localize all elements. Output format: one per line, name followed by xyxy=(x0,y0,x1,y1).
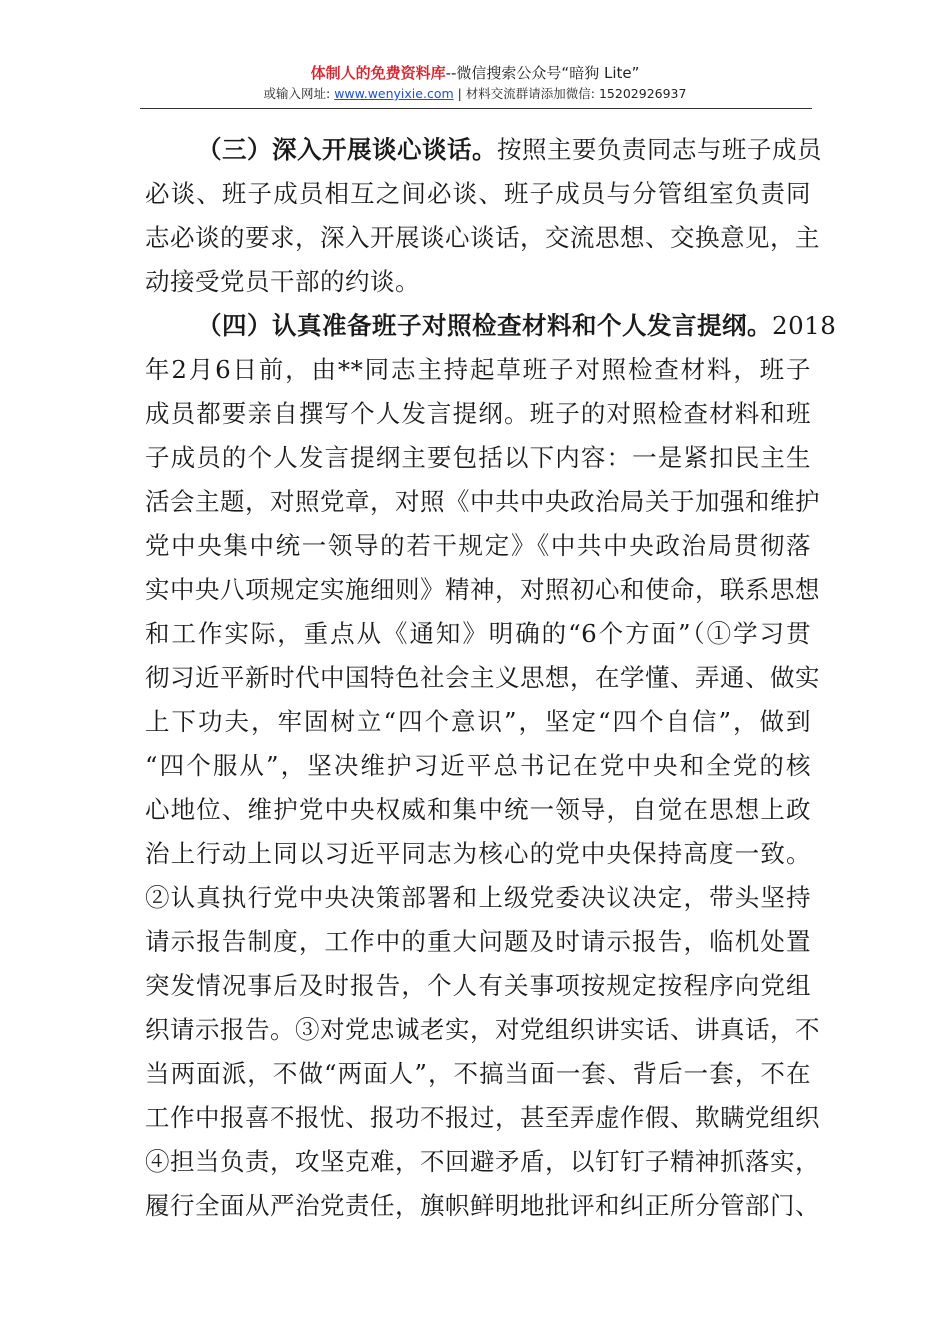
section4-line-6: 党中央集中统一领导的若干规定》《中共中央政治局贯彻落 xyxy=(145,531,811,560)
section3-heading: （三）深入开展谈心谈话。 xyxy=(197,135,497,164)
section4-line-14: ②认真执行党中央决策部署和上级党委决议决定，带头坚持 xyxy=(145,883,811,912)
section4-line-21: 履行全面从严治党责任，旗帜鲜明地批评和纠正所分管部门、 xyxy=(145,1191,820,1220)
section4-line-5: 活会主题，对照党章，对照《中共中央政治局关于加强和维护 xyxy=(145,487,820,516)
section4-line-8: 和工作实际，重点从《通知》明确的“6个方面”（①学习贯 xyxy=(145,619,811,648)
contact-info: | 材料交流群请添加微信: 15202926937 xyxy=(453,86,687,101)
section4-line-4: 子成员的个人发言提纲主要包括以下内容：一是紧扣民主生 xyxy=(145,443,811,472)
section4-line-17: 织请示报告。③对党忠诚老实，对党组织讲实话、讲真话，不 xyxy=(145,1015,820,1044)
section3-line-4: 动接受党员干部的约谈。 xyxy=(145,267,420,296)
section4-line-7: 实中央八项规定实施细则》精神，对照初心和使命，联系思想 xyxy=(145,575,820,604)
section4-line-3: 成员都要亲自撰写个人发言提纲。班子的对照检查材料和班 xyxy=(145,399,811,428)
url-prefix: 或输入网址: xyxy=(263,86,335,101)
site-tagline: --微信搜索公众号“暗狗 Lite” xyxy=(445,64,640,82)
section4-line-16: 突发情况事后及时报告，个人有关事项按规定按程序向党组 xyxy=(145,971,811,1000)
document-body xyxy=(145,130,837,1230)
section4-line-12: 心地位、维护党中央权威和集中统一领导，自觉在思想上政 xyxy=(145,795,811,824)
section4-line-13: 治上行动上同以习近平同志为核心的党中央保持高度一致。 xyxy=(145,839,811,868)
section4-line-10: 上下功夫，牢固树立“四个意识”，坚定“四个自信”，做到 xyxy=(145,707,811,736)
section4-line-20: ④担当负责，攻坚克难，不回避矛盾，以钉钉子精神抓落实， xyxy=(145,1147,820,1176)
section4-text: 2018 xyxy=(772,311,837,340)
section4-line-11: “四个服从”，坚决维护习近平总书记在党中央和全党的核 xyxy=(145,751,811,780)
header-title-line xyxy=(0,62,950,84)
section3-line-3: 志必谈的要求，深入开展谈心谈话，交流思想、交换意见，主 xyxy=(145,223,820,252)
section4-line-15: 请示报告制度，工作中的重大问题及时请示报告，临机处置 xyxy=(145,927,811,956)
section4-heading: （四）认真准备班子对照检查材料和个人发言提纲。 xyxy=(197,311,772,340)
section3-text: 按照主要负责同志与班子成员 xyxy=(497,135,822,164)
site-url-link[interactable]: www.wenyixie.com xyxy=(334,86,454,101)
header-divider xyxy=(140,108,812,109)
section4-line-9: 彻习近平新时代中国特色社会主义思想，在学懂、弄通、做实 xyxy=(145,663,820,692)
section3-line-2: 必谈、班子成员相互之间必谈、班子成员与分管组室负责同 xyxy=(145,179,811,208)
page-header xyxy=(0,62,950,104)
section4-line-1 xyxy=(145,306,837,350)
header-contact-line xyxy=(0,84,950,104)
section4-line-19: 工作中报喜不报忧、报功不报过，甚至弄虚作假、欺瞒党组织 xyxy=(145,1103,820,1132)
section4-line-2: 年2月6日前，由**同志主持起草班子对照检查材料，班子 xyxy=(145,355,811,384)
site-name: 体制人的免费资料库 xyxy=(310,64,446,82)
section4-line-18: 当两面派，不做“两面人”，不搞当面一套、背后一套，不在 xyxy=(145,1059,811,1088)
section3-line-1 xyxy=(145,130,822,174)
